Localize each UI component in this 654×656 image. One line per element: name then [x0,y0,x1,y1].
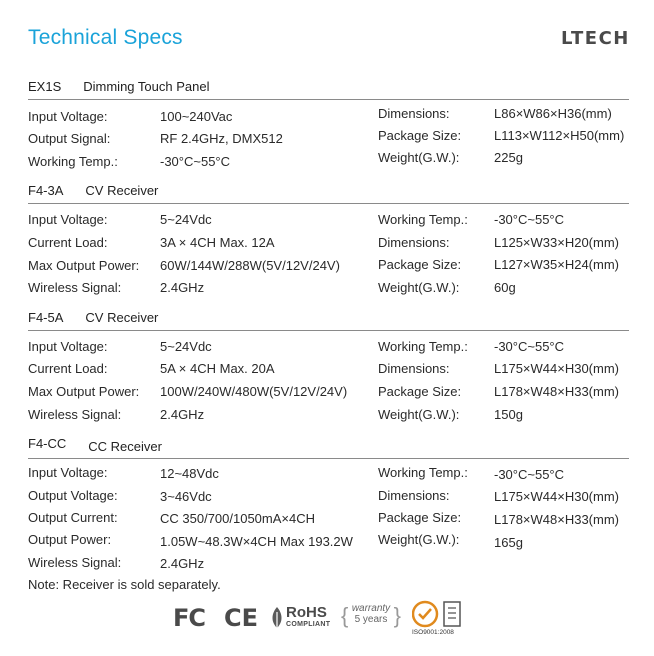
spec-label: Working Temp.: [378,465,468,480]
section-header [28,79,209,94]
bracket-right-icon: } [393,603,401,628]
spec-value: L175×W44×H30(mm) [494,361,619,376]
page-title: Technical Specs [28,26,183,49]
spec-value: 12~48Vdc [160,466,219,481]
section-header [28,436,162,454]
spec-value: 5~24Vdc [160,212,212,227]
spec-value: -30°C~55°C [494,467,565,482]
spec-value: 165g [494,535,523,550]
product-name: Dimming Touch Panel [83,79,210,94]
divider [28,458,629,459]
spec-value: 2.4GHz [160,280,205,295]
iso-text: ISO9001:2008 [412,629,454,636]
warranty-text: warranty [351,603,391,614]
certification-logos [0,600,654,640]
product-name: CV Receiver [85,183,159,198]
spec-value: 5~24Vdc [160,339,212,354]
iso-seal-icon [412,600,462,630]
spec-label: Input Voltage: [28,465,108,480]
product-model: F4-CC [28,436,67,451]
bracket-left-icon: { [341,603,349,628]
spec-value: -30°C~55°C [494,339,565,354]
product-name: CV Receiver [85,310,159,325]
section-header [28,183,158,198]
divider [28,203,629,204]
fcc-logo: FC [173,604,206,632]
product-model: F4-3A [28,183,64,198]
product-model: EX1S [28,79,62,94]
spec-value: RF 2.4GHz, DMX512 [160,131,283,146]
rohs-logo [270,604,334,634]
ce-logo: CE [224,604,259,632]
spec-label: Output Power: [28,532,112,547]
spec-value: 100~240Vac [160,109,233,124]
spec-value: 150g [494,407,523,422]
brand-logo: LTECH [561,28,630,49]
spec-label: Max Output Power: [28,258,140,273]
spec-label: Current Load: [28,235,108,250]
spec-label: Dimensions: [378,106,450,121]
spec-label: Working Temp.: [378,212,468,227]
spec-value: 2.4GHz [160,407,205,422]
spec-label: Wireless Signal: [28,280,122,295]
spec-label: Working Temp.: [378,339,468,354]
spec-value: L178×W48×H33(mm) [494,512,619,527]
spec-value: 1.05W~48.3W×4CH Max 193.2W [160,534,353,549]
spec-label: Input Voltage: [28,339,108,354]
spec-label: Package Size: [378,257,462,272]
spec-value: 3A × 4CH Max. 12A [160,235,275,250]
spec-label: Current Load: [28,361,108,376]
warranty-badge [343,603,399,633]
spec-value: 225g [494,150,523,165]
spec-label: Wireless Signal: [28,555,122,570]
leaf-icon [270,606,284,630]
iso-certification-logo [412,600,462,638]
spec-value: 60g [494,280,516,295]
spec-label: Dimensions: [378,361,450,376]
spec-value: 5A × 4CH Max. 20A [160,361,275,376]
spec-label: Weight(G.W.): [378,280,460,295]
spec-value: -30°C~55°C [494,212,565,227]
divider [28,330,629,331]
spec-label: Dimensions: [378,235,450,250]
rohs-compliant-text: COMPLIANT [286,621,331,628]
spec-label: Dimensions: [378,488,450,503]
spec-value: L175×W44×H30(mm) [494,489,619,504]
spec-label: Input Voltage: [28,109,108,124]
spec-label: Max Output Power: [28,384,140,399]
spec-value: -30°C~55°C [160,154,231,169]
product-name: CC Receiver [88,439,162,454]
spec-value: 60W/144W/288W(5V/12V/24V) [160,258,340,273]
footnote: Note: Receiver is sold separately. [28,577,221,592]
spec-label: Output Current: [28,510,118,525]
spec-label: Weight(G.W.): [378,532,460,547]
spec-value: L125×W33×H20(mm) [494,235,619,250]
spec-label: Input Voltage: [28,212,108,227]
spec-value: 2.4GHz [160,556,205,571]
spec-value: CC 350/700/1050mA×4CH [160,511,316,526]
divider [28,99,629,100]
product-model: F4-5A [28,310,64,325]
spec-value: L178×W48×H33(mm) [494,384,619,399]
spec-label: Weight(G.W.): [378,407,460,422]
spec-label: Working Temp.: [28,154,118,169]
rohs-text: RoHS [286,604,327,621]
spec-value: L113×W112×H50(mm) [494,128,625,143]
spec-label: Package Size: [378,128,462,143]
spec-label: Output Voltage: [28,488,118,503]
spec-label: Package Size: [378,510,462,525]
warranty-years: 5 years [354,614,388,625]
spec-value: L86×W86×H36(mm) [494,106,612,121]
section-header [28,310,158,325]
spec-label: Wireless Signal: [28,407,122,422]
spec-value: 3~46Vdc [160,489,212,504]
spec-label: Output Signal: [28,131,111,146]
spec-label: Package Size: [378,384,462,399]
spec-label: Weight(G.W.): [378,150,460,165]
spec-value: L127×W35×H24(mm) [494,257,619,272]
spec-value: 100W/240W/480W(5V/12V/24V) [160,384,348,399]
